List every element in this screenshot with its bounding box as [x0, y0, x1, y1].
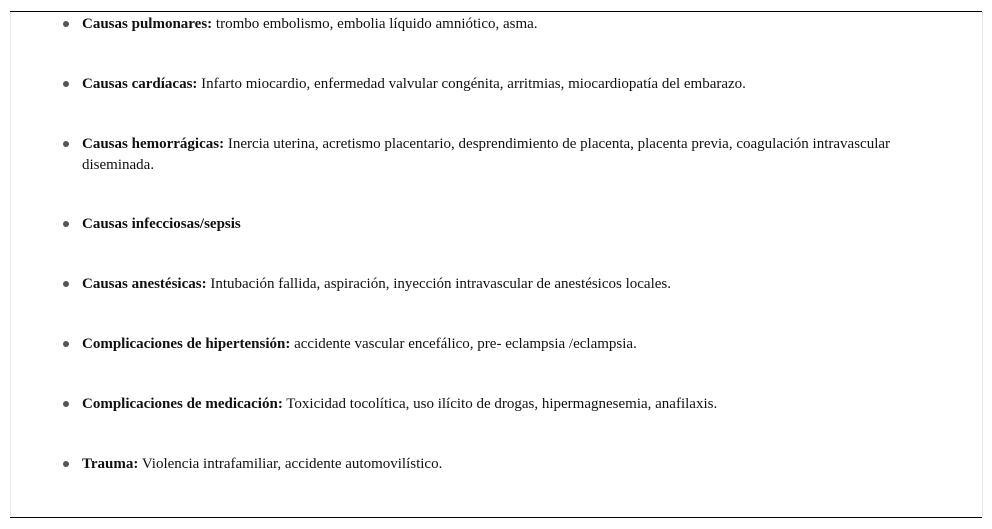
list-item-anesthetic [82, 274, 942, 295]
bullet-icon [63, 141, 69, 147]
item-text: Intubación fallida, aspiración, inyección intravascular de anestésicos locales. [206, 276, 671, 292]
bullet-icon [63, 221, 69, 227]
item-text: accidente vascular encefálico, pre- eclampsia /eclampsia. [290, 336, 637, 352]
bullet-icon [63, 461, 69, 467]
bullet-icon [63, 341, 69, 347]
item-term: Complicaciones de medicación: [82, 396, 283, 412]
item-text: Toxicidad tocolítica, uso ilícito de drogas, hipermagnesemia, anafilaxis. [282, 396, 718, 412]
item-text: Violencia intrafamiliar, accidente automovilístico. [138, 456, 443, 472]
bullet-icon [63, 281, 69, 287]
item-term: Causas anestésicas: [82, 276, 207, 292]
item-text: Infarto miocardio, enfermedad valvular congénita, arritmias, miocardiopatía del embarazo. [197, 76, 746, 92]
item-term: Causas hemorrágicas: [82, 136, 225, 152]
list-item-pulmonary [82, 14, 942, 35]
list-item-hypertension [82, 334, 942, 355]
item-text: trombo embolismo, embolia líquido amniótico, asma. [212, 16, 538, 32]
item-term: Complicaciones de hipertensión: [82, 336, 291, 352]
item-text: Inercia uterina, acretismo placentario, desprendimiento de placenta, placenta previa, coagulación intravascular diseminada. [82, 136, 891, 173]
list-item-medication [82, 394, 942, 415]
bullet-icon [63, 401, 69, 407]
list-item-hemorrhagic [82, 134, 942, 176]
bottom-rule [10, 517, 982, 518]
bullet-icon [63, 21, 69, 27]
item-term: Causas cardíacas: [82, 76, 198, 92]
list-item-trauma [82, 454, 942, 475]
item-term: Trauma: [82, 456, 139, 472]
bullet-icon [63, 81, 69, 87]
item-term: Causas pulmonares: [82, 16, 213, 32]
list-item-cardiac [82, 74, 942, 95]
list-item-infectious [82, 214, 942, 235]
item-term: Causas infecciosas/sepsis [82, 216, 241, 232]
